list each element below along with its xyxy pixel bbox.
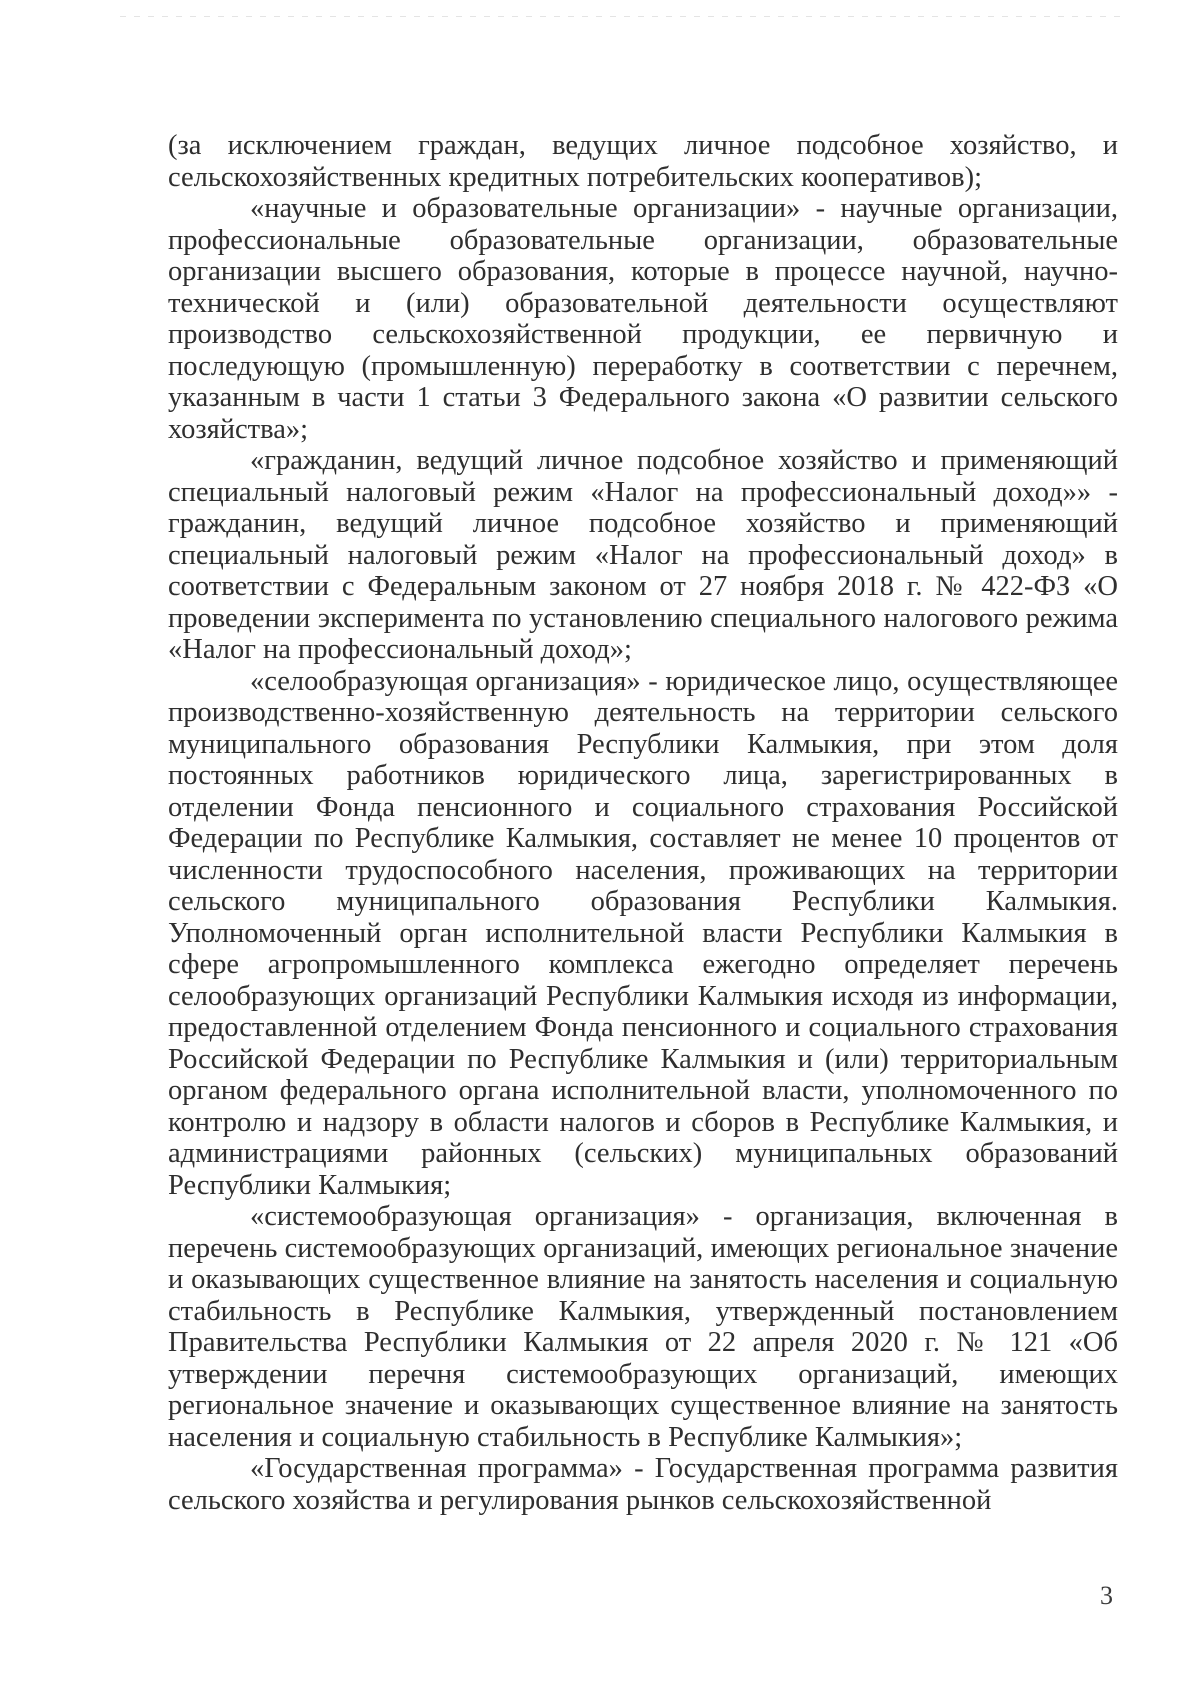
paragraph-scientific-educational-organizations: «научные и образовательные организации» - научные организации, профессиональные образовательные организации, образовательные организации высшего образования, которые в процессе научной, научно-технической и (или) образовательной деятельности осуществляют производство сельскохозяйственной продукции, ее первичную и последующую (промышленную) переработку в соответствии с перечнем, указанным в части 1 статьи 3 Федерального закона «О развитии сельского хозяйства»; (168, 193, 1118, 445)
document-body (168, 130, 1118, 1516)
paragraph-state-program: «Государственная программа» - Государственная программа развития сельского хозяйства и регулирования рынков сельскохозяйственной (168, 1453, 1118, 1516)
paragraph-system-forming-organization: «системообразующая организация» - организация, включенная в перечень системообразующих организаций, имеющих региональное значение и оказывающих существенное влияние на занятость населения и социальную стабильность в Республике Калмыкия, утвержденный постановлением Правительства Республики Калмыкия от 22 апреля 2020 г. № 121 «Об утверждении перечня системообразующих организаций, имеющих региональное значение и оказывающих существенное влияние на занятость населения и социальную стабильность в Республике Калмыкия»; (168, 1201, 1118, 1453)
scan-artifact-line (120, 16, 1120, 17)
paragraph-continuation: (за исключением граждан, ведущих личное подсобное хозяйство, и сельскохозяйственных кредитных потребительских кооперативов); (168, 130, 1118, 193)
page-number: 3 (1100, 1581, 1113, 1610)
paragraph-village-forming-organization: «селообразующая организация» - юридическое лицо, осуществляющее производственно-хозяйственную деятельность на территории сельского муниципального образования Республики Калмыкия, при этом доля постоянных работников юридического лица, зарегистрированных в отделении Фонда пенсионного и социального страхования Российской Федерации по Республике Калмыкия, составляет не менее 10 процентов от численности трудоспособного населения, проживающих на территории сельского муниципального образования Республики Калмыкия. Уполномоченный орган исполнительной власти Республики Калмыкия в сфере агропромышленного комплекса ежегодно определяет перечень селообразующих организаций Республики Калмыкия исходя из информации, предоставленной отделением Фонда пенсионного и социального страхования Российской Федерации по Республике Калмыкия и (или) территориальным органом федерального органа исполнительной власти, уполномоченного по контролю и надзору в области налогов и сборов в Республике Калмыкия, и администрациями районных (сельских) муниципальных образований Республики Калмыкия; (168, 665, 1118, 1201)
paragraph-self-employed-citizen: «гражданин, ведущий личное подсобное хозяйство и применяющий специальный налоговый режим «Налог на профессиональный доход»» - гражданин, ведущий личное подсобное хозяйство и применяющий специальный налоговый режим «Налог на профессиональный доход» в соответствии с Федеральным законом от 27 ноября 2018 г. № 422-ФЗ «О проведении эксперимента по установлению специального налогового режима «Налог на профессиональный доход»; (168, 445, 1118, 665)
